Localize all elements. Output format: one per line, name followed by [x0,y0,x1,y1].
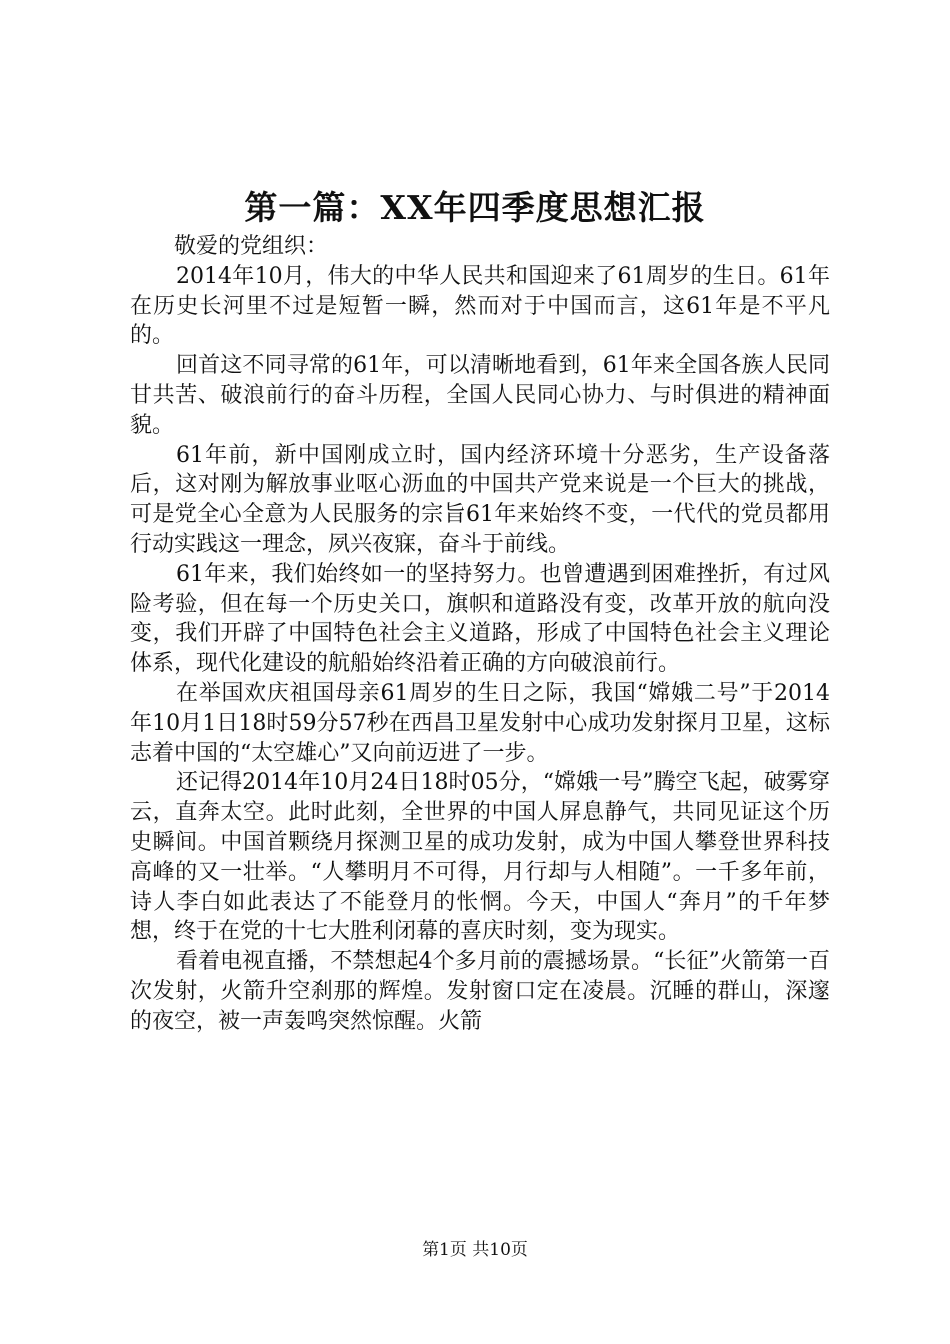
page-number-footer: 第1页 共10页 [422,1240,528,1260]
salutation: 敬爱的党组织： [174,234,329,259]
paragraph: 61年来，我们始终如一的坚持努力。也曾遭遇到困难挫折，有过风险考验，但在每一个历史关口，旗帜和道路没有变，改革开放的航向没变，我们开辟了中国特色社会主义道路，形成了中国特色社会主义理论体系，现代化建设的航船始终沿着正确的方向破浪前行。 [130,561,830,677]
paragraph: 看着电视直播，不禁想起4个多月前的震撼场景。“长征”火箭第一百次发射，火箭升空刹那的辉煌。发射窗口定在凌晨。沉睡的群山，深邃的夜空，被一声轰鸣突然惊醒。火箭 [130,949,830,1034]
paragraph: 在举国欢庆祖国母亲61周岁的生日之际，我国“嫦娥二号”于2014年10月1日18时59分57秒在西昌卫星发射中心成功发射探月卫星，这标志着中国的“太空雄心”又向前迈进了一步。 [130,680,830,766]
paragraph: 还记得2014年10月24日18时05分，“嫦娥一号”腾空飞起，破雾穿云，直奔太空。此时此刻，全世界的中国人屏息静气，共同见证这个历史瞬间。中国首颗绕月探测卫星的成功发射，成为中国人攀登世界科技高峰的又一壮举。“人攀明月不可得，月行却与人相随”。一千多年前，诗人李白如此表达了不能登月的怅惘。今天，中国人“奔月”的千年梦想，终于在党的十七大胜利闭幕的喜庆时刻，变为现实。 [130,770,830,945]
document-body [130,232,830,1037]
paragraph: 回首这不同寻常的61年，可以清晰地看到，61年来全国各族人民同甘共苦、破浪前行的奋斗历程，全国人民同心协力、与时俱进的精神面貌。 [130,353,830,438]
document-title: 第一篇：XX年四季度思想汇报 [244,188,706,227]
paragraph: 2014年10月，伟大的中华人民共和国迎来了61周岁的生日。61年在历史长河里不过是短暂一瞬，然而对于中国而言，这61年是不平凡的。 [130,263,830,349]
paragraph: 61年前，新中国刚成立时，国内经济环境十分恶劣，生产设备落后，这对刚为解放事业呕心沥血的中国共产党来说是一个巨大的挑战，可是党全心全意为人民服务的宗旨61年来始终不变，一代代的党员都用行动实践这一理念，夙兴夜寐，奋斗于前线。 [130,442,830,557]
